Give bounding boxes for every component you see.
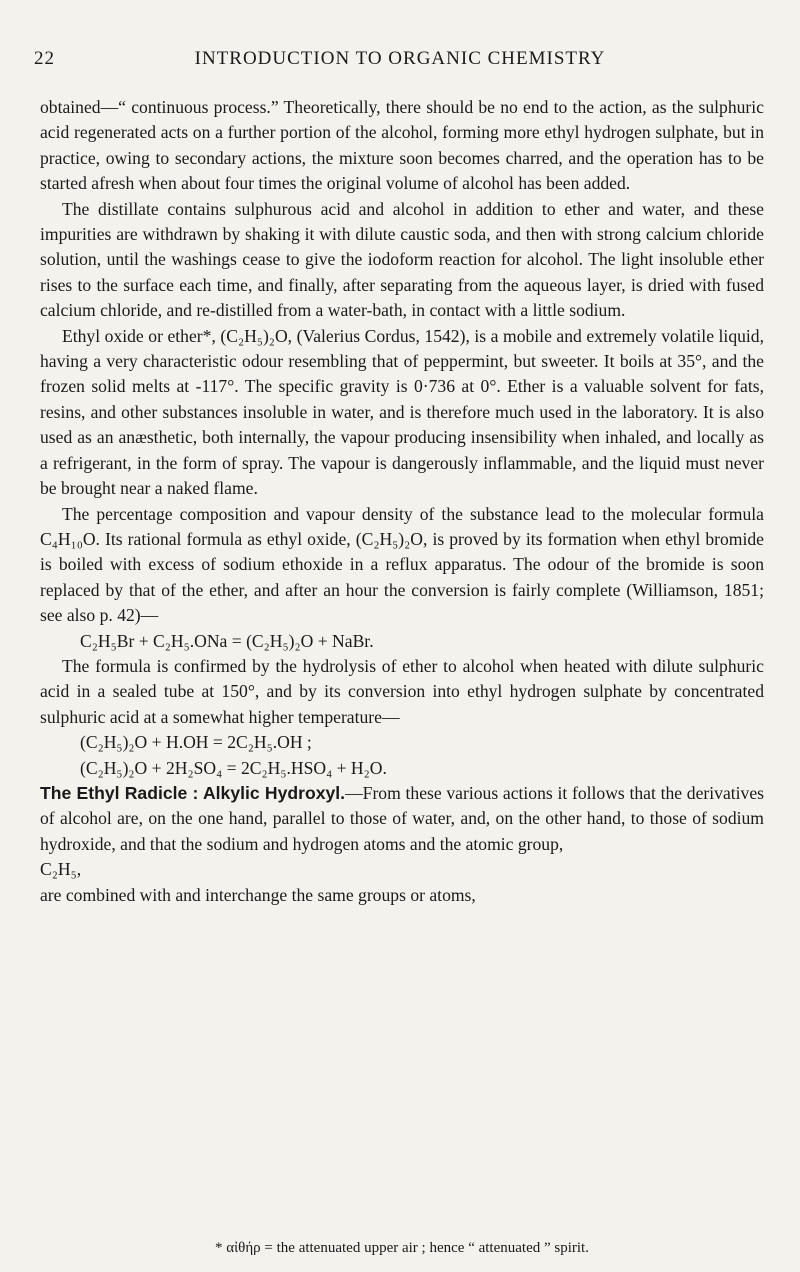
section-heading: The Ethyl Radicle : Alkylic Hydroxyl. xyxy=(40,782,346,803)
page-number: 22 xyxy=(34,48,55,69)
paragraph-hydrolysis: The formula is confirmed by the hydrolysis of ether to alcohol when heated with dilute sulphuric acid in a sealed tube at 150°, and by its conversion into ethyl hydrogen sulphate by concentrated sulphuric acid at a somewhat higher temperature— xyxy=(40,655,764,727)
formula-sulphate: (C₂H₅)₂O + 2H₂SO₄ = 2C₂H₅.HSO₄ + H₂O. xyxy=(80,757,387,778)
paragraph-interchange: are combined with and interchange the same groups or atoms, xyxy=(40,884,476,905)
paragraph-composition: The percentage composition and vapour density of the substance lead to the molecular formula C₄H₁₀O. Its rational formula as ethyl oxide, (C₂H₅)₂O, is proved by its formation when ethyl bromide is boiled with excess of sodium ethoxide in a reflux apparatus. The odour of the bromide is soon replaced by that of the ether, and after an hour the conversion is fairly complete (Williamson, 1851; see also p. 42)— xyxy=(40,503,764,626)
formula-hydrolysis: (C₂H₅)₂O + H.OH = 2C₂H₅.OH ; xyxy=(80,732,312,753)
paragraph-distillate: The distillate contains sulphurous acid and alcohol in addition to ether and water, and these impurities are withdrawn by shaking it with dilute caustic soda, and then with strong calcium chloride solution, until the washings cease to give the iodoform reaction for alcohol. The light insoluble ether rises to the surface each time, and finally, after separating from the aqueous layer, is dried with fused calcium chloride, and re-distilled from a water-bath, in contact with a little sodium. xyxy=(40,198,764,321)
paragraph-ethyl-radicle-text: —From these various actions it follows that the derivatives of alcohol are, on the one hand, parallel to those of water, and, on the other hand, to those of sodium hydroxide, and that the sodium and hydrogen atoms and the atomic group, xyxy=(40,782,764,854)
body-text xyxy=(40,95,764,908)
paragraph-ethyl-radicle xyxy=(40,781,764,857)
formula-ethyl-group: C₂H₅, xyxy=(40,859,82,880)
paragraph-continued: obtained—“ continuous process.” Theoretically, there should be no end to the action, as the sulphuric acid regenerated acts on a further portion of the alcohol, forming more ethyl hydrogen sulphate, but in practice, owing to secondary actions, the mixture soon becomes charred, and the operation has to be started afresh when about four times the original volume of alcohol has been added. xyxy=(40,97,764,194)
footnote: * αἰθήρ = the attenuated upper air ; hence “ attenuated ” spirit. xyxy=(215,1240,589,1256)
formula-williamson: C₂H₅Br + C₂H₅.ONa = (C₂H₅)₂O + NaBr. xyxy=(80,630,374,651)
running-head: INTRODUCTION TO ORGANIC CHEMISTRY xyxy=(194,48,606,69)
page-header xyxy=(34,48,766,78)
paragraph-ethyl-oxide: Ethyl oxide or ether*, (C₂H₅)₂O, (Valerius Cordus, 1542), is a mobile and extremely volatile liquid, having a very characteristic odour resembling that of peppermint, but sweeter. It boils at 35°, and the frozen solid melts at -117°. The specific gravity is 0·736 at 0°. Ether is a valuable solvent for fats, resins, and other substances insoluble in water, and is therefore much used in the laboratory. It is also used as an anæsthetic, both internally, the vapour producing insensibility when inhaled, and locally as a refrigerant, in the form of spray. The vapour is dangerously inflammable, and the liquid must never be brought near a naked flame. xyxy=(40,325,764,499)
